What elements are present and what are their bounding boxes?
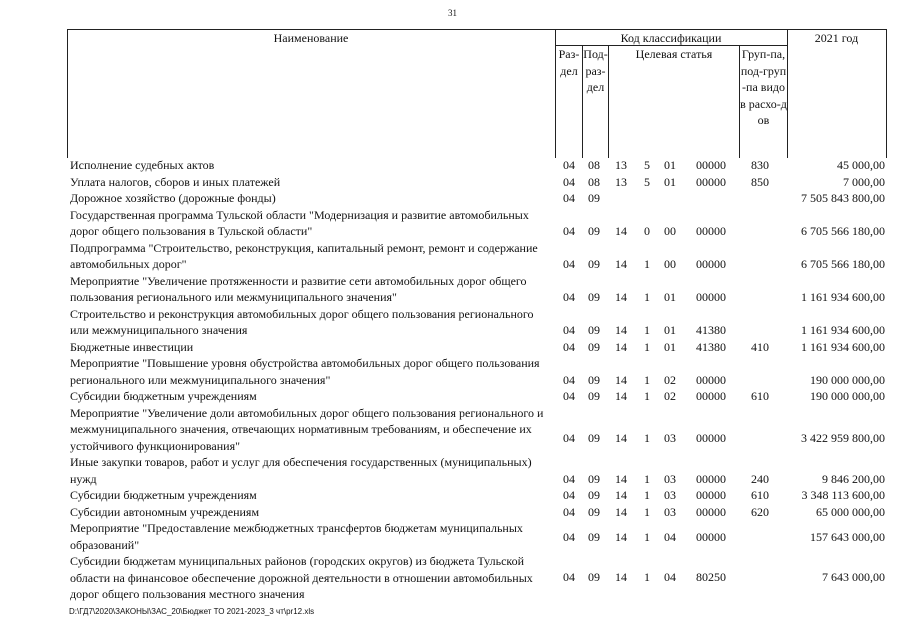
row-sum: 190 000 000,00 xyxy=(810,372,885,387)
row-name: Строительство и реконструкция автомобильных дорог общего пользования регионального или межмуниципального значения xyxy=(70,306,534,337)
row-target-subprogram: 5 xyxy=(644,158,650,172)
row-target-subprogram: 1 xyxy=(644,529,650,544)
row-sum: 190 000 000,00 xyxy=(810,389,885,403)
row-expense-type: 410 xyxy=(751,339,769,354)
row-target-direction: 00000 xyxy=(696,158,726,172)
row-target-direction: 00000 xyxy=(696,224,726,238)
row-target-subprogram: 1 xyxy=(644,339,650,354)
table-row xyxy=(69,273,887,306)
row-target-program: 14 xyxy=(615,323,627,337)
row-podrazdel: 09 xyxy=(588,529,600,544)
row-target-direction: 00000 xyxy=(696,529,726,544)
row-sum: 9 846 200,00 xyxy=(822,471,885,486)
row-target-direction: 00000 xyxy=(696,504,726,519)
row-podrazdel: 09 xyxy=(588,389,600,403)
row-target-subprogram: 1 xyxy=(644,504,650,519)
row-target-subprogram: 1 xyxy=(644,570,650,584)
row-sum: 3 348 113 600,00 xyxy=(801,488,885,502)
row-target-subprogram: 1 xyxy=(644,290,650,304)
row-razdel: 04 xyxy=(563,174,575,189)
row-podrazdel: 08 xyxy=(588,158,600,172)
row-target-event: 01 xyxy=(664,339,676,354)
header-code: Код классификации xyxy=(620,31,722,45)
row-name: Исполнение судебных актов xyxy=(70,158,215,172)
row-target-program: 14 xyxy=(615,529,627,544)
row-target-event: 00 xyxy=(664,257,676,271)
header-border xyxy=(886,30,887,158)
row-target-subprogram: 1 xyxy=(644,471,650,486)
row-target-direction: 00000 xyxy=(696,290,726,304)
row-target-program: 14 xyxy=(615,290,627,304)
row-razdel: 04 xyxy=(563,430,575,445)
row-target-direction: 00000 xyxy=(696,257,726,271)
row-target-program: 13 xyxy=(615,174,627,189)
row-target-direction: 41380 xyxy=(696,339,726,354)
table-row xyxy=(69,520,887,553)
row-name: Мероприятие "Увеличение доли автомобильных дорог общего пользования регионального и межмуниципального значения, отвечающих нормативным требованиям, и обеспечение их устойчивого функционирования" xyxy=(70,405,544,453)
row-razdel: 04 xyxy=(563,372,575,387)
row-target-program: 14 xyxy=(615,389,627,403)
row-name: Уплата налогов, сборов и иных платежей xyxy=(70,174,281,189)
row-razdel: 04 xyxy=(563,158,575,172)
row-target-event: 01 xyxy=(664,158,676,172)
row-target-event: 03 xyxy=(664,488,676,502)
row-target-subprogram: 1 xyxy=(644,372,650,387)
row-target-program: 14 xyxy=(615,488,627,502)
row-razdel: 04 xyxy=(563,504,575,519)
header-border xyxy=(67,30,68,158)
row-target-event: 04 xyxy=(664,529,676,544)
row-podrazdel: 09 xyxy=(588,570,600,584)
header-gruppa: Груп-па, под-груп-па видов расхо-дов xyxy=(740,47,787,127)
row-target-subprogram: 1 xyxy=(644,488,650,502)
row-razdel: 04 xyxy=(563,290,575,304)
table-header xyxy=(67,29,887,158)
budget-table-body xyxy=(69,157,887,603)
row-target-direction: 00000 xyxy=(696,471,726,486)
row-target-program: 14 xyxy=(615,224,627,238)
row-podrazdel: 09 xyxy=(588,372,600,387)
row-razdel: 04 xyxy=(563,339,575,354)
row-sum: 7 000,00 xyxy=(843,174,885,189)
table-row xyxy=(69,388,887,405)
row-target-direction: 00000 xyxy=(696,430,726,445)
row-target-event: 03 xyxy=(664,504,676,519)
row-target-direction: 80250 xyxy=(696,570,726,584)
file-path-footer: D:\ГД7\2020\ЗАКОНЫ\ЗАС_20\Бюджет ТО 2021-2023_3 чт\pr12.xls xyxy=(69,607,315,616)
row-sum: 65 000 000,00 xyxy=(816,504,885,519)
row-target-program: 14 xyxy=(615,339,627,354)
table-row xyxy=(69,240,887,273)
row-target-subprogram: 1 xyxy=(644,257,650,271)
row-name: Субсидии бюджетным учреждениям xyxy=(70,389,257,403)
row-target-program: 14 xyxy=(615,372,627,387)
row-target-program: 14 xyxy=(615,570,627,584)
row-target-subprogram: 1 xyxy=(644,323,650,337)
row-target-program: 14 xyxy=(615,430,627,445)
row-target-direction: 00000 xyxy=(696,488,726,502)
row-sum: 6 705 566 180,00 xyxy=(801,224,885,238)
row-name: Государственная программа Тульской области "Модернизация и развитие автомобильных дорог общего пользования в Тульской области" xyxy=(70,207,529,238)
row-podrazdel: 08 xyxy=(588,174,600,189)
row-expense-type: 830 xyxy=(751,158,769,172)
header-razdel: Раз-дел xyxy=(558,47,580,78)
row-name: Подпрограмма "Строительство, реконструкция, капитальный ремонт, ремонт и содержание автомобильных дорог" xyxy=(70,240,538,271)
row-razdel: 04 xyxy=(563,224,575,238)
row-expense-type: 850 xyxy=(751,174,769,189)
header-name: Наименование xyxy=(273,31,349,45)
table-row xyxy=(69,306,887,339)
table-row xyxy=(69,355,887,388)
page-number: 31 xyxy=(448,8,457,18)
row-target-event: 02 xyxy=(664,389,676,403)
row-target-subprogram: 1 xyxy=(644,389,650,403)
row-expense-type: 610 xyxy=(751,389,769,403)
table-row xyxy=(69,454,887,487)
header-border xyxy=(787,30,788,158)
row-target-program: 14 xyxy=(615,257,627,271)
row-name: Субсидии бюджетам муниципальных районов (городских округов) из бюджета Тульской области на финансовое обеспечение дорожной деятельности в отношении автомобильных дорог общего пользования местного значения xyxy=(70,554,533,601)
row-razdel: 04 xyxy=(563,389,575,403)
row-podrazdel: 09 xyxy=(588,430,600,445)
row-target-program: 14 xyxy=(615,504,627,519)
table-row xyxy=(69,553,887,603)
row-podrazdel: 09 xyxy=(588,471,600,486)
row-sum: 1 161 934 600,00 xyxy=(801,290,885,304)
row-name: Иные закупки товаров, работ и услуг для обеспечения государственных (муниципальных) нужд xyxy=(70,455,532,486)
header-year: 2021 год xyxy=(814,31,859,45)
row-target-event: 03 xyxy=(664,471,676,486)
row-podrazdel: 09 xyxy=(588,504,600,519)
row-razdel: 04 xyxy=(563,257,575,271)
row-name: Мероприятие "Повышение уровня обустройства автомобильных дорог общего пользования регионального или межмуниципального значения" xyxy=(70,356,540,387)
row-target-event: 00 xyxy=(664,224,676,238)
row-target-event: 01 xyxy=(664,290,676,304)
row-expense-type: 620 xyxy=(751,504,769,519)
row-name: Субсидии автономным учреждениям xyxy=(70,504,260,519)
row-target-event: 03 xyxy=(664,430,676,445)
row-razdel: 04 xyxy=(563,570,575,584)
table-row xyxy=(69,190,887,207)
row-target-subprogram: 0 xyxy=(644,224,650,238)
header-tselevaya: Целевая статья xyxy=(635,47,713,61)
table-row xyxy=(69,157,887,174)
row-sum: 3 422 959 800,00 xyxy=(801,430,885,445)
row-target-event: 04 xyxy=(664,570,676,584)
row-target-program: 14 xyxy=(615,471,627,486)
row-sum: 6 705 566 180,00 xyxy=(801,257,885,271)
row-sum: 1 161 934 600,00 xyxy=(801,339,885,354)
row-podrazdel: 09 xyxy=(588,339,600,354)
row-name: Субсидии бюджетным учреждениям xyxy=(70,488,257,502)
row-target-subprogram: 1 xyxy=(644,430,650,445)
row-name: Мероприятие "Увеличение протяженности и развитие сети автомобильных дорог общего пользования регионального или межмуниципального значения" xyxy=(70,273,527,304)
row-sum: 7 505 843 800,00 xyxy=(801,191,885,205)
row-sum: 7 643 000,00 xyxy=(822,570,885,584)
row-target-direction: 00000 xyxy=(696,372,726,387)
table-row xyxy=(69,405,887,455)
row-razdel: 04 xyxy=(563,191,575,205)
row-podrazdel: 09 xyxy=(588,191,600,205)
row-expense-type: 610 xyxy=(751,488,769,502)
row-target-event: 01 xyxy=(664,174,676,189)
table-row xyxy=(69,174,887,191)
table-row xyxy=(69,487,887,504)
row-target-direction: 00000 xyxy=(696,389,726,403)
row-sum: 1 161 934 600,00 xyxy=(801,323,885,337)
row-name: Бюджетные инвестиции xyxy=(70,339,194,354)
row-target-program: 13 xyxy=(615,158,627,172)
row-razdel: 04 xyxy=(563,488,575,502)
row-target-event: 01 xyxy=(664,323,676,337)
row-podrazdel: 09 xyxy=(588,323,600,337)
row-target-direction: 41380 xyxy=(696,323,726,337)
row-sum: 157 643 000,00 xyxy=(810,529,885,544)
row-name: Мероприятие "Предоставление межбюджетных трансфертов бюджетам муниципальных образований" xyxy=(70,521,523,552)
row-target-direction: 00000 xyxy=(696,174,726,189)
row-podrazdel: 09 xyxy=(588,290,600,304)
row-razdel: 04 xyxy=(563,471,575,486)
row-expense-type: 240 xyxy=(751,471,769,486)
row-target-event: 02 xyxy=(664,372,676,387)
table-row xyxy=(69,207,887,240)
row-razdel: 04 xyxy=(563,323,575,337)
table-row xyxy=(69,339,887,356)
header-podrazdel: Под-раз-дел xyxy=(583,47,608,94)
row-razdel: 04 xyxy=(563,529,575,544)
table-row xyxy=(69,504,887,521)
row-podrazdel: 09 xyxy=(588,257,600,271)
row-podrazdel: 09 xyxy=(588,488,600,502)
row-sum: 45 000,00 xyxy=(837,158,885,172)
row-target-subprogram: 5 xyxy=(644,174,650,189)
row-name: Дорожное хозяйство (дорожные фонды) xyxy=(70,191,276,205)
row-podrazdel: 09 xyxy=(588,224,600,238)
